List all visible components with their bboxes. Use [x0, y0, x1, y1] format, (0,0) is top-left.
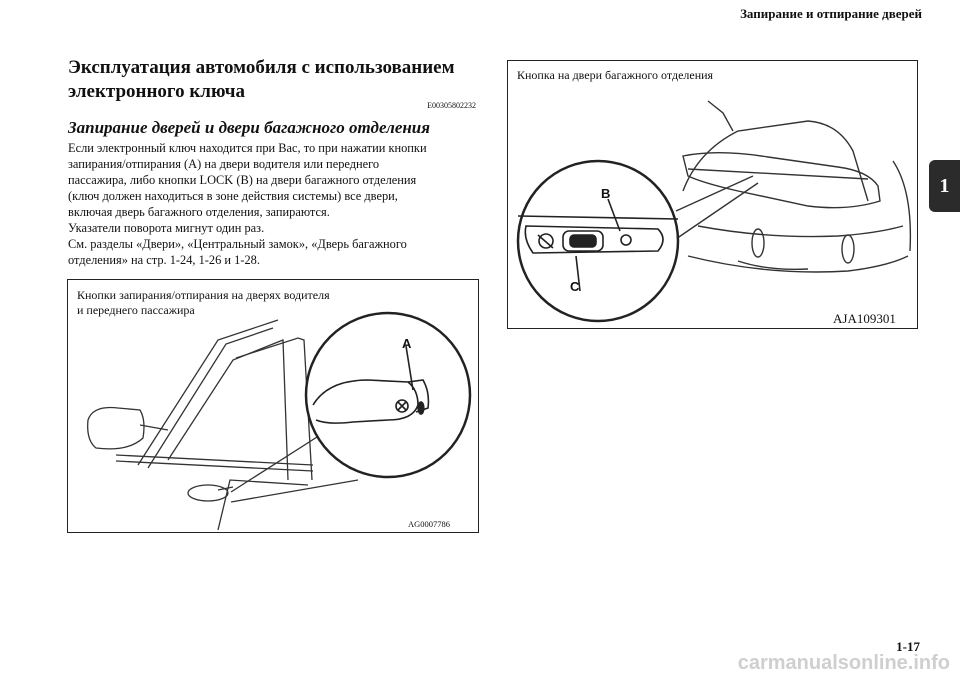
- section-title: Запирание и отпирание дверей: [740, 6, 922, 21]
- label-b: B: [601, 186, 611, 201]
- body-line: Указатели поворота мигнут один раз.: [68, 221, 265, 235]
- figure-caption: [77, 288, 397, 318]
- page-title-line-2: электронного ключа: [68, 81, 245, 102]
- page-number: 1-17: [896, 639, 920, 654]
- body-line: (ключ должен находиться в зоне действия системы) все двери,: [68, 189, 398, 203]
- page-title-line-1: Эксплуатация автомобиля с использованием: [68, 57, 455, 78]
- body-line: запирания/отпирания (А) на двери водителя или переднего: [68, 157, 380, 171]
- body-line: См. разделы «Двери», «Центральный замок», «Дверь багажного: [68, 237, 407, 251]
- tailgate-illustration: [508, 61, 917, 328]
- front-door-figure: [67, 279, 479, 533]
- body-line: включая дверь багажного отделения, запираются.: [68, 205, 330, 219]
- watermark: carmanualsonline.info: [737, 652, 950, 674]
- label-c: C: [570, 279, 580, 294]
- body-line: Если электронный ключ находится при Вас, то при нажатии кнопки: [68, 141, 427, 155]
- chapter-tab[interactable]: 1: [929, 160, 960, 212]
- figure-code: AJA109301: [833, 311, 896, 326]
- figure-caption: Кнопка на двери багажного отделения: [517, 68, 714, 82]
- figure-code: AG0007786: [408, 519, 451, 529]
- label-a: A: [402, 336, 412, 351]
- page-title: [68, 56, 478, 104]
- body-line: отделения» на стр. 1-24, 1-26 и 1-28.: [68, 253, 260, 267]
- figure-caption-line: Кнопки запирания/отпирания на дверях водителя: [77, 288, 330, 302]
- figure-caption-line: и переднего пассажира: [77, 303, 195, 317]
- document-code: E00305802232: [427, 101, 476, 110]
- body-line: пассажира, либо кнопки LOCK (B) на двери багажного отделения: [68, 173, 417, 187]
- body-text: [68, 140, 480, 268]
- tailgate-figure: [507, 60, 918, 329]
- section-subtitle: Запирание дверей и двери багажного отделения: [68, 118, 431, 137]
